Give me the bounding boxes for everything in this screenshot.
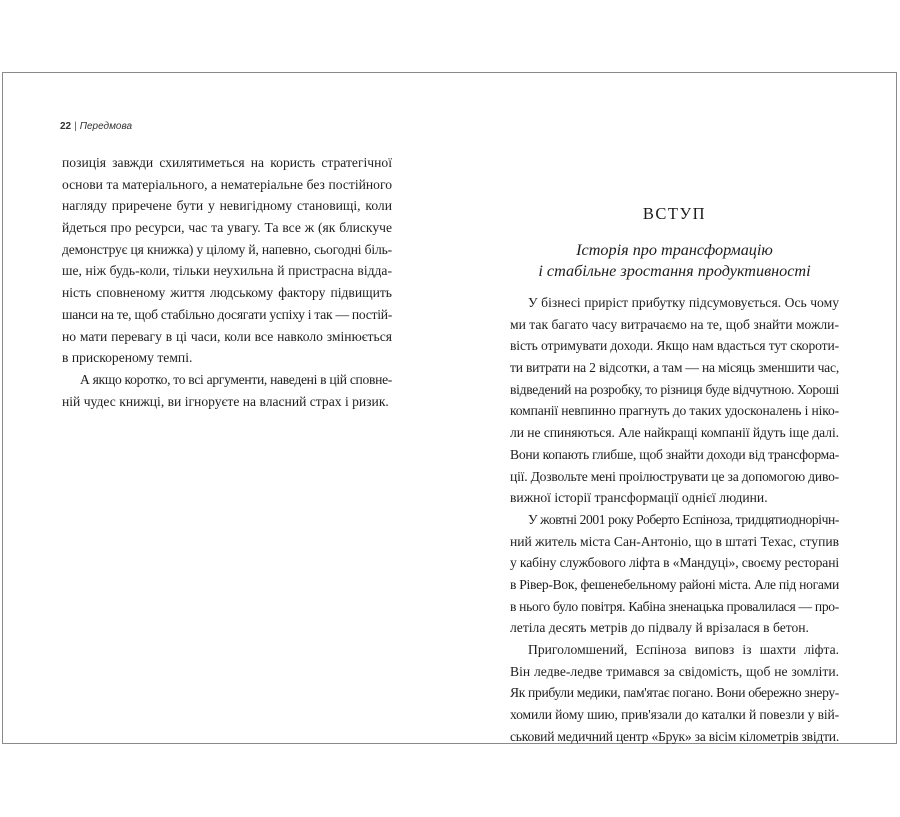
page-number: 22	[60, 121, 72, 132]
text-line: хомили йому шию, прив'язали до каталки й повезли у вій-	[510, 707, 839, 723]
text-line: компанії невпинно прагнуть до таких удосконалень і ніко-	[510, 403, 839, 419]
text-line: летіла десять метрів до підвалу й врізалася в бетон.	[510, 620, 809, 636]
text-line: шанси на те, щоб стабільно досягати успіху і так — постій-	[62, 306, 392, 322]
text-line: відведений на розробку, то різниця буде відчутною. Хороші	[510, 381, 839, 397]
subtitle-line: і стабільне зростання продуктивності	[538, 262, 811, 280]
text-line: Приголомшений, Еспіноза виповз із шахти ліфта.	[528, 642, 839, 657]
right-page-text	[510, 292, 839, 747]
text-line: ції. Дозвольте мені проілюструвати це за допомогою диво-	[510, 468, 839, 484]
text-line: у кабіну службового ліфта в «Мандуці», своєму ресторані	[510, 555, 839, 571]
text-line: ність сповненому життя людському фактору підвищить	[62, 285, 392, 301]
text-line: А якщо коротко, то всі аргументи, наведені в цій сповне-	[80, 371, 392, 387]
text-line: ній чудес книжці, ви ігноруєте на власний страх і ризик.	[62, 393, 389, 409]
chapter-title: ВСТУП	[642, 204, 707, 223]
text-line: демонструє ця книжка) у цілому й, напевно, сьогодні біль-	[62, 241, 392, 257]
text-line: позиція завжди схилятиметься на користь стратегічної	[62, 155, 392, 170]
running-head-separator: |	[74, 121, 77, 132]
text-line: ми так багато часу витрачаємо на те, щоб знайти можли-	[510, 316, 839, 332]
text-line: Вони копають глибше, щоб знайти доходи від трансформа-	[510, 446, 839, 462]
subtitle-line: Історія про трансформацію	[576, 241, 773, 259]
text-line: Він ледве-ледве тримався за свідомість, щоб не зомліти.	[510, 663, 839, 679]
text-line: ли не спиняються. Але найкращі компанії йдуть іще далі.	[510, 425, 839, 441]
text-line: ськовий медичний центр «Брук» за вісім кілометрів звідти.	[510, 728, 839, 744]
text-line: ше, ніж будь-коли, тільки неухильна й пристрасна відда-	[62, 263, 392, 279]
text-line: в нього було повітря. Кабіна зненацька провалилася — про-	[510, 598, 839, 614]
text-line: но мати перевагу в ці часи, коли все навколо змінюється	[62, 328, 392, 344]
text-line: основи та матеріального, а нематеріальне без постійного	[62, 176, 392, 192]
text-line: йдеться про ресурси, час та увагу. Та все ж (як блискуче	[62, 220, 392, 236]
text-line: ти витрати на 2 відсотки, а там — на місяць зменшити час,	[510, 360, 840, 376]
section-title: Передмова	[79, 121, 133, 132]
text-line: У бізнесі приріст прибутку підсумовується. Ось чому	[528, 295, 839, 310]
text-line: нагляду приречене бути у невигідному становищі, коли	[62, 198, 392, 214]
text-line: вість отримувати доходи. Якщо нам вдасться тут скороти-	[510, 338, 839, 354]
chapter-subtitle	[510, 240, 839, 282]
text-line: Як прибули медики, пам'ятає погано. Вони обережно знеру-	[510, 685, 839, 701]
text-line: У жовтні 2001 року Роберто Еспіноза, тридцятиоднорічн-	[528, 511, 839, 527]
running-head	[60, 121, 132, 132]
left-page-text	[62, 152, 392, 412]
text-line: в прискореному темпі.	[62, 350, 193, 366]
text-line: ний житель міста Сан-Антоніо, що в штаті Техас, ступив	[510, 533, 839, 549]
text-line: в Рівер-Вок, фешенебельному районі міста. Але під ногами	[510, 576, 839, 592]
text-line: вижної історії трансформації однієї людини.	[510, 490, 768, 506]
